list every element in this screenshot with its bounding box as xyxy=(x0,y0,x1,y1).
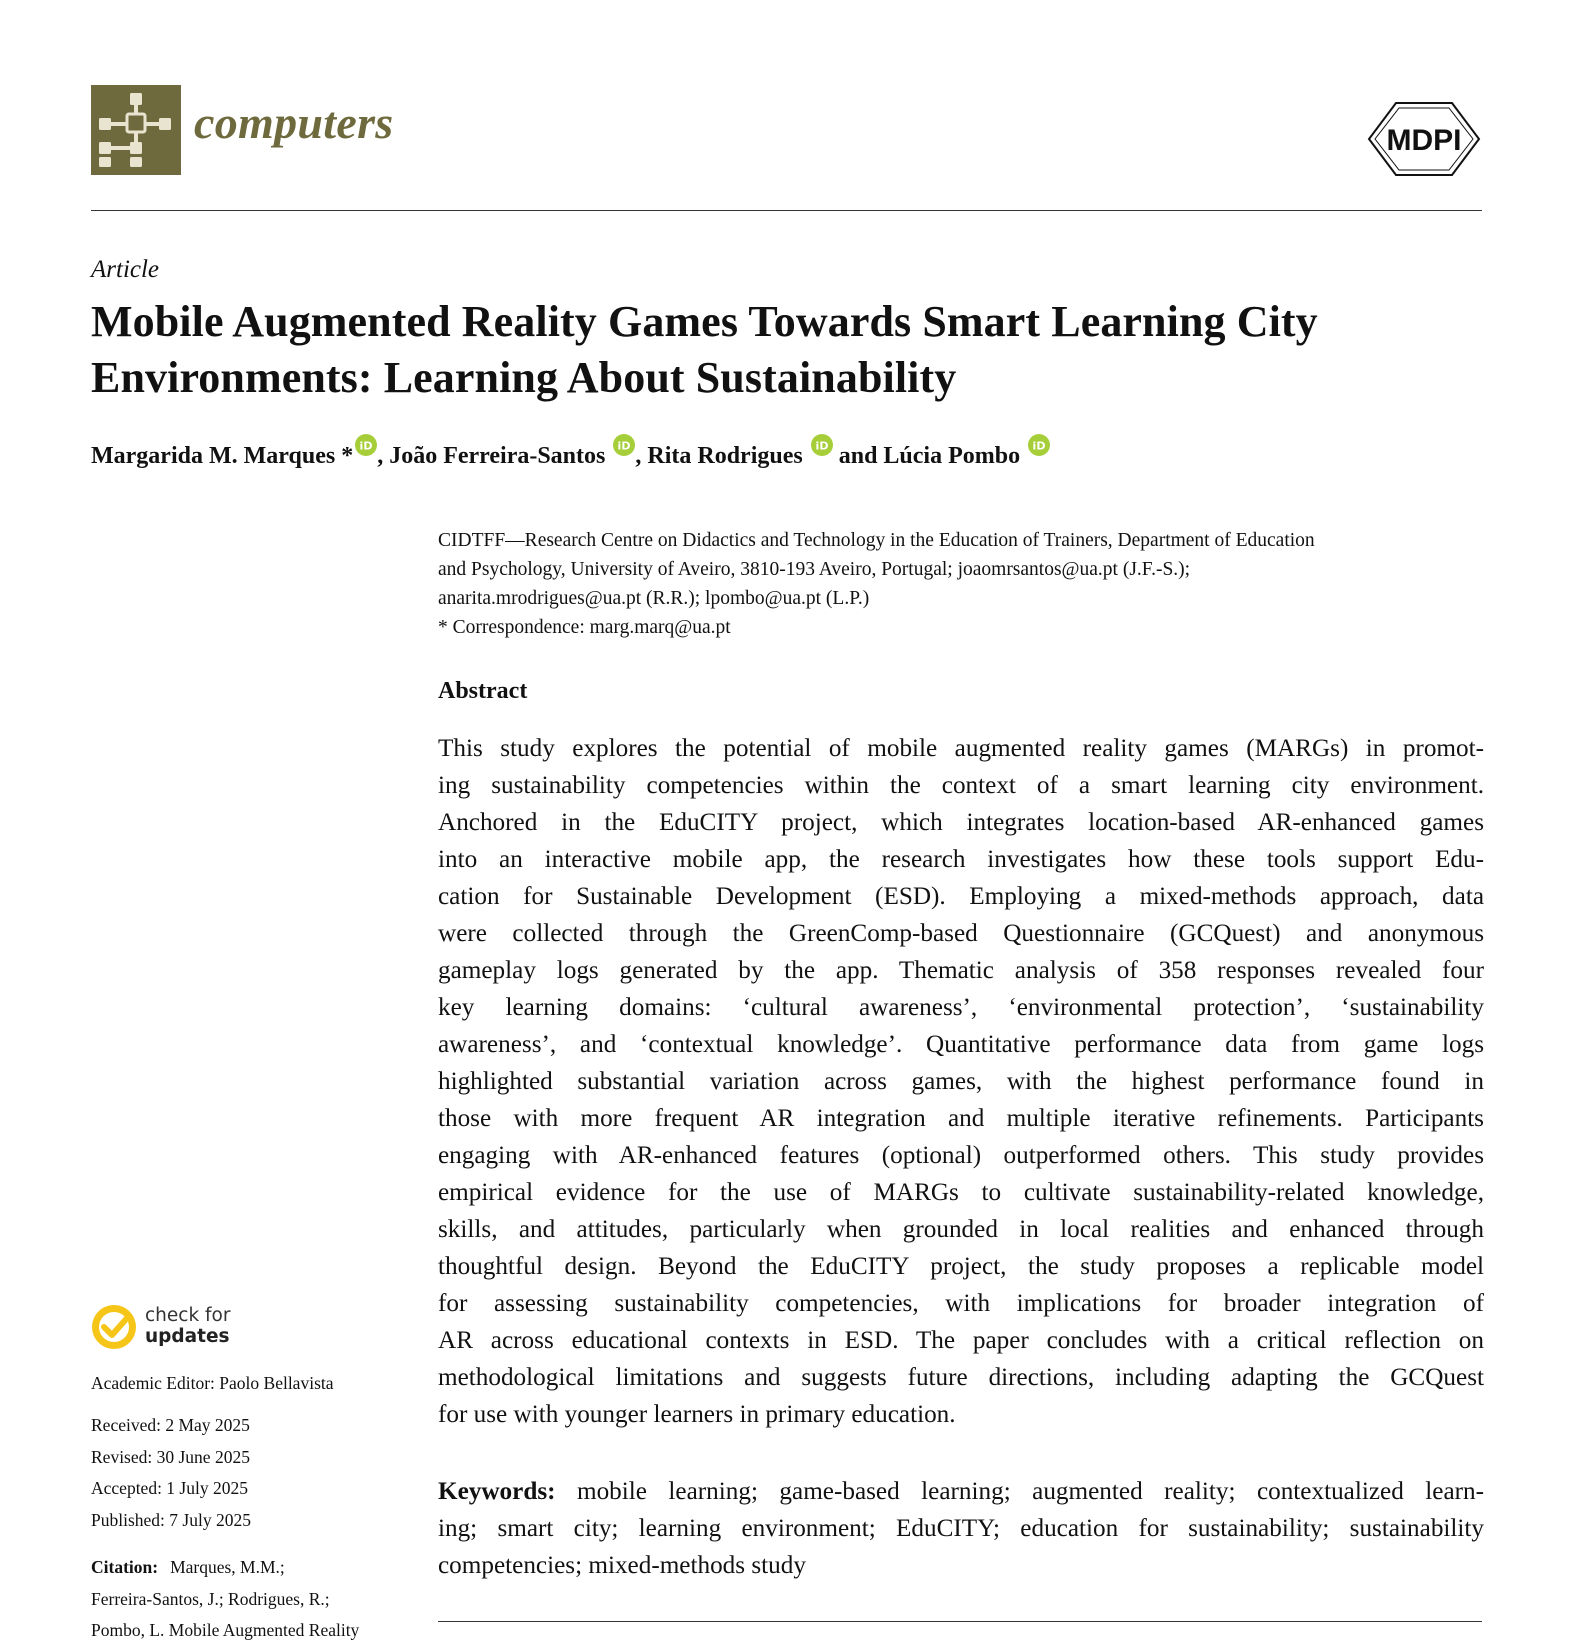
svg-text:iD: iD xyxy=(617,439,631,453)
keywords-line: ing; smart city; learning environment; EduCITY; education for sustainability; sustainability xyxy=(438,1515,1484,1542)
abstract-line: gameplay logs generated by the app. Thematic analysis of 358 responses revealed four xyxy=(438,957,1484,984)
check-updates-badge-icon xyxy=(91,1304,137,1350)
keywords-line: competencies; mixed-methods study xyxy=(438,1552,806,1579)
abstract-line: for use with younger learners in primary education. xyxy=(438,1401,956,1428)
accepted-date: Accepted: 1 July 2025 xyxy=(91,1478,248,1498)
abstract-line: into an interactive mobile app, the research investigates how these tools support Edu- xyxy=(438,846,1484,873)
author-name[interactable]: , João Ferreira-Santos xyxy=(377,442,606,469)
abstract-body xyxy=(438,730,1484,1433)
keywords-label: Keywords: xyxy=(438,1478,556,1505)
affiliation-block xyxy=(438,526,1488,642)
abstract-heading: Abstract xyxy=(438,678,528,704)
svg-text:iD: iD xyxy=(1032,439,1046,453)
abstract-line: highlighted substantial variation across games, with the highest performance found in xyxy=(438,1068,1484,1095)
author-name[interactable]: Margarida M. Marques xyxy=(91,442,336,469)
keywords-block xyxy=(438,1473,1484,1584)
publication-dates xyxy=(91,1410,421,1536)
abstract-line: This study explores the potential of mobile augmented reality games (MARGs) in promot- xyxy=(438,735,1484,762)
citation-label: Citation: xyxy=(91,1557,159,1577)
title-line: Environments: Learning About Sustainability xyxy=(91,353,957,402)
author-name[interactable]: , Rita Rodrigues xyxy=(635,442,803,469)
affiliation-line: CIDTFF—Research Centre on Didactics and Technology in the Education of Trainers, Department of Education xyxy=(438,530,1315,551)
article-type: Article xyxy=(91,256,160,283)
corresponding-mark: * xyxy=(335,442,354,469)
abstract-line: awareness’, and ‘contextual knowledge’. Quantitative performance data from game logs xyxy=(438,1031,1484,1058)
journal-name[interactable]: computers xyxy=(194,97,394,148)
affiliation-line[interactable]: anarita.mrodrigues@ua.pt (R.R.); lpombo@ua.pt (L.P.) xyxy=(438,588,870,609)
abstract-line: AR across educational contexts in ESD. The paper concludes with a critical reflection on xyxy=(438,1327,1484,1354)
author-name[interactable]: and Lúcia Pombo xyxy=(832,442,1021,469)
correspondence-line[interactable]: * Correspondence: marg.marq@ua.pt xyxy=(438,617,731,638)
check-for-updates-button[interactable] xyxy=(91,1304,291,1352)
citation-block xyxy=(91,1552,421,1647)
orcid-icon[interactable] xyxy=(613,434,635,456)
orcid-icon[interactable] xyxy=(355,434,377,456)
check-updates-line2: updates xyxy=(145,1326,230,1347)
publisher-name: MDPI xyxy=(1386,124,1462,157)
abstract-line: cation for Sustainable Development (ESD). Employing a mixed-methods approach, data xyxy=(438,883,1484,910)
check-updates-line1: check for xyxy=(145,1305,231,1326)
mdpi-hexagon-logo-icon[interactable] xyxy=(1366,100,1482,178)
orcid-icon[interactable] xyxy=(811,434,833,456)
abstract-line: methodological limitations and suggests future directions, including adapting the GCQuest xyxy=(438,1364,1484,1391)
abstract-line: skills, and attitudes, particularly when grounded in local realities and enhanced through xyxy=(438,1216,1484,1243)
abstract-line: thoughtful design. Beyond the EduCITY project, the study proposes a replicable model xyxy=(438,1253,1484,1280)
svg-text:iD: iD xyxy=(359,439,373,453)
academic-editor xyxy=(91,1368,421,1400)
abstract-line: ing sustainability competencies within the context of a smart learning city environment. xyxy=(438,772,1484,799)
citation-line: Marques, M.M.; xyxy=(170,1557,285,1577)
academic-editor-text: Academic Editor: Paolo Bellavista xyxy=(91,1373,334,1393)
abstract-line: Anchored in the EduCITY project, which integrates location-based AR-enhanced games xyxy=(438,809,1484,836)
orcid-icon[interactable] xyxy=(1028,434,1050,456)
abstract-line: for assessing sustainability competencies, with implications for broader integration of xyxy=(438,1290,1484,1317)
citation-line: Ferreira-Santos, J.; Rodrigues, R.; xyxy=(91,1588,330,1609)
computers-journal-logo-icon[interactable] xyxy=(91,85,181,175)
author-list xyxy=(91,434,1050,470)
article-title xyxy=(91,294,1511,406)
revised-date: Revised: 30 June 2025 xyxy=(91,1446,250,1467)
abstract-line: engaging with AR-enhanced features (optional) outperformed others. This study provides xyxy=(438,1142,1484,1169)
published-date: Published: 7 July 2025 xyxy=(91,1509,251,1530)
keywords-line: mobile learning; game-based learning; augmented reality; contextualized learn- xyxy=(555,1478,1484,1505)
footer-divider xyxy=(438,1621,1482,1622)
title-line: Mobile Augmented Reality Games Towards Smart Learning City xyxy=(91,297,1318,346)
citation-line: Pombo, L. Mobile Augmented Reality xyxy=(91,1620,360,1640)
received-date: Received: 2 May 2025 xyxy=(91,1415,250,1435)
abstract-line: were collected through the GreenComp-based Questionnaire (GCQuest) and anonymous xyxy=(438,920,1484,947)
abstract-line: empirical evidence for the use of MARGs to cultivate sustainability-related knowledge, xyxy=(438,1179,1484,1206)
affiliation-line[interactable]: and Psychology, University of Aveiro, 3810-193 Aveiro, Portugal; joaomrsantos@ua.pt (J.F.-S.); xyxy=(438,559,1191,580)
abstract-line: those with more frequent AR integration and multiple iterative refinements. Participants xyxy=(438,1105,1484,1132)
header-divider xyxy=(91,210,1482,211)
svg-text:iD: iD xyxy=(815,439,829,453)
abstract-line: key learning domains: ‘cultural awareness’, ‘environmental protection’, ‘sustainability xyxy=(438,994,1484,1021)
